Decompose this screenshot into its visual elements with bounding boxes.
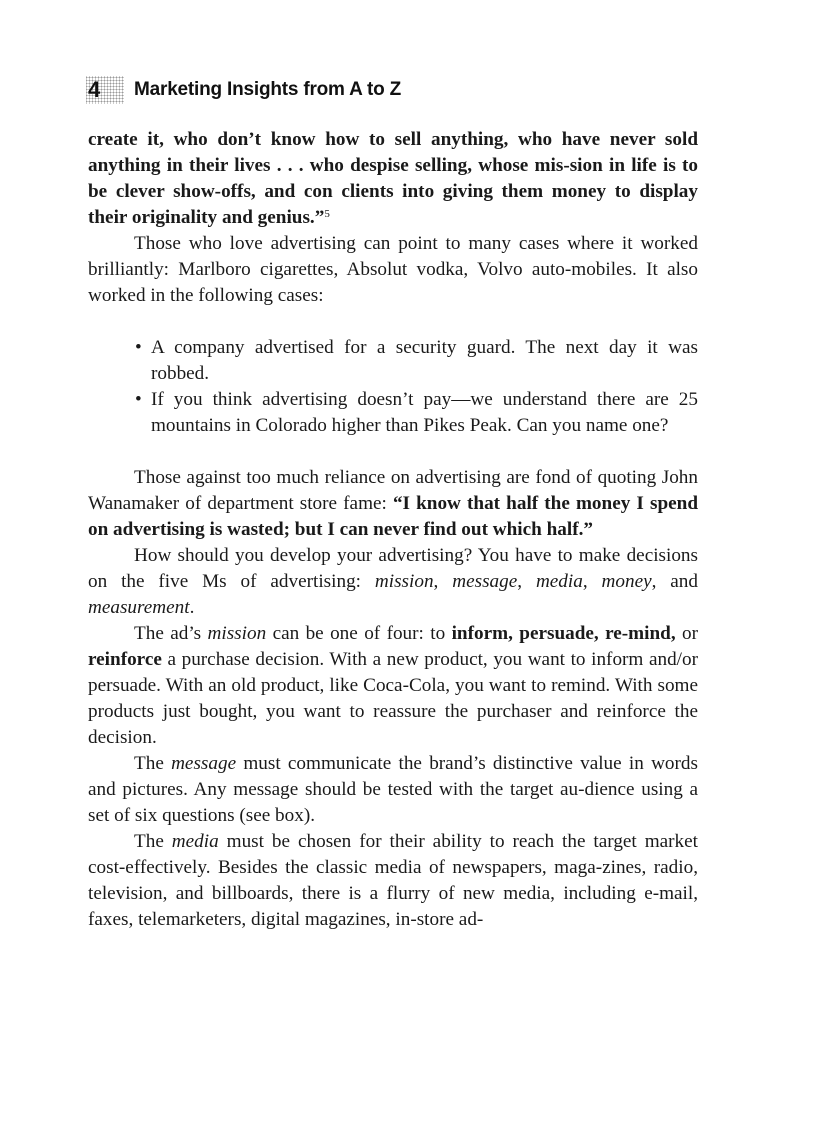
paragraph-text: The [134, 831, 172, 852]
separator: , [582, 571, 602, 592]
paragraph-love-advertising: Those who love advertising can point to many cases where it worked brilliantly: Marlboro cigarettes, Absolut vodka, Volvo auto-mobiles. It also worked in the following cases: [88, 233, 698, 306]
separator: , and [651, 571, 698, 592]
paragraph-message [88, 751, 698, 829]
list-item [135, 335, 698, 387]
paragraph-text: or [675, 623, 699, 644]
paragraph-quote-continuation [88, 127, 698, 231]
page-header [86, 76, 401, 104]
term-message: message [171, 753, 237, 774]
term-media: media [535, 571, 583, 592]
list-item-text: A company advertised for a security guard. The next day it was robbed. [151, 337, 698, 384]
term-measurement: measurement [88, 597, 190, 618]
paragraph-wanamaker [88, 465, 698, 543]
term-money: money [601, 571, 652, 592]
list-item-text: If you think advertising doesn’t pay—we understand there are 25 mountains in Colorado higher than Pikes Peak. Can you name one? [151, 389, 698, 436]
paragraph-text: The ad’s [134, 623, 208, 644]
paragraph-text: can be one of four: to [266, 623, 452, 644]
paragraph-five-ms [88, 543, 698, 621]
bold-quote: create it, who don’t know how to sell anything, who have never sold anything in their lives . . . who despise selling, whose mis-sion in life is to be clever show-offs, and con clients into giving them money to display their originality and genius.” [88, 129, 698, 228]
paragraph-text: The [134, 753, 172, 774]
term-mission: mission [374, 571, 434, 592]
wanamaker-quote: “I know that half the money I spend on advertising is wasted; but I can never find out which half.” [88, 493, 698, 540]
page-number: 4 [86, 76, 124, 104]
list-item [135, 387, 698, 439]
paragraph-mission [88, 621, 698, 751]
paragraph-text: Those against too much reliance on advertising are fond of quoting John Wanamaker of department store fame: [88, 467, 698, 514]
bullet-icon: • [135, 389, 142, 410]
paragraph-text: must communicate the brand’s distinctive value in words and pictures. Any message should be tested with the target au-dience using a set of six questions (see box). [88, 753, 698, 826]
paragraph-text: must be chosen for their ability to reach the target market cost-effectively. Besides the classic media of newspapers, maga-zines, radio, television, and billboards, there is a flurry of new media, including e-mail, faxes, telemarketers, digital magazines, in-store ad- [88, 831, 698, 930]
bullet-list [88, 335, 698, 439]
term-media: media [171, 831, 219, 852]
bold-term-reinforce: reinforce [88, 649, 162, 670]
body-text [88, 127, 698, 933]
running-title: Marketing Insights from A to Z [134, 79, 402, 100]
term-mission: mission [207, 623, 267, 644]
bullet-icon: • [135, 337, 142, 358]
bold-terms: inform, persuade, re-mind, [451, 623, 676, 644]
paragraph-media [88, 829, 698, 933]
separator: . [189, 597, 195, 618]
paragraph-text: a purchase decision. With a new product, you want to inform and/or persuade. With an old product, like Coca-Cola, you want to remind. With some products just bought, you want to reassure the purchaser and reinforce the decision. [88, 649, 698, 748]
term-message: message [452, 571, 518, 592]
separator: , [433, 571, 453, 592]
footnote-marker: 5 [324, 208, 330, 220]
paragraph-text: How should you develop your advertising? You have to make decisions on the five Ms of advertising: [88, 545, 698, 592]
separator: , [517, 571, 536, 592]
